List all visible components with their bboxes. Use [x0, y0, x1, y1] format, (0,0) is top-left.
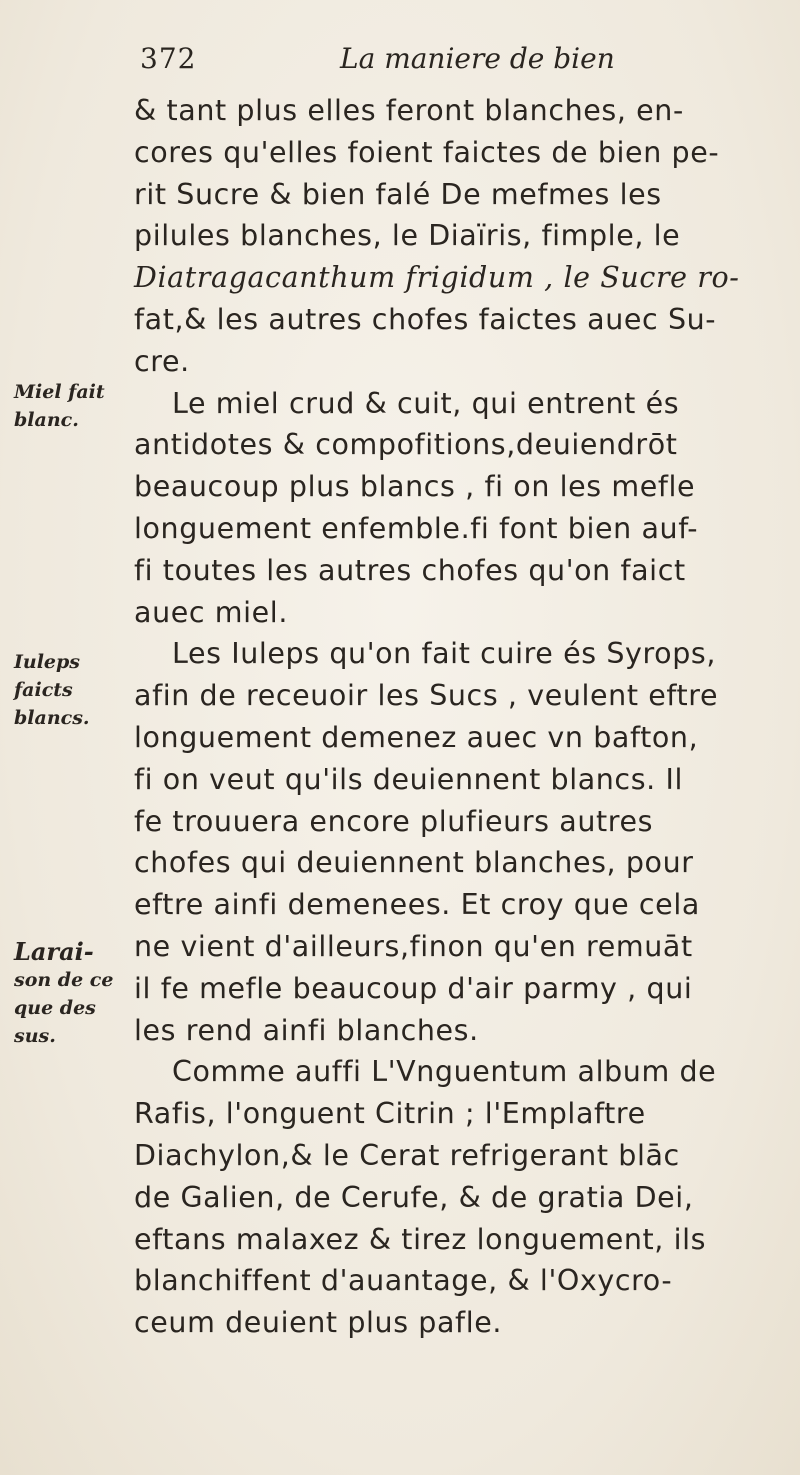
text-line: antidotes & compofitions,deuiendrōt: [134, 428, 678, 462]
text-line: fi on veut qu'ils deuiennent blancs. Il: [134, 762, 683, 796]
text-line: chofes qui deuiennent blanches, pour: [134, 846, 694, 880]
margin-note-line: faicts: [14, 679, 73, 701]
text-line: fi toutes les autres chofes qu'on faict: [134, 553, 686, 587]
margin-note-line: son de ce: [14, 969, 114, 991]
margin-note-juleps: [14, 648, 124, 732]
text-line: fe trouuera encore plufieurs autres: [134, 804, 654, 838]
text-line: ceum deuient plus pafle.: [134, 1306, 503, 1340]
text-line: longuement demenez auec vn bafton,: [134, 720, 699, 754]
text-line: longuement enfemble.fi font bien auf-: [134, 511, 699, 545]
margin-note-line: Iuleps: [14, 651, 80, 673]
text-line: auec miel.: [134, 595, 288, 629]
text-line: ne vient d'ailleurs,finon qu'en remuāt: [134, 929, 693, 963]
text-line: fat,& les autres chofes faictes auec Su-: [134, 302, 717, 336]
text-line: Diatragacanthum frigidum , le Sucre ro-: [134, 261, 740, 295]
margin-note-line: blanc.: [14, 409, 79, 431]
text-line: blanchiffent d'auantage, & l'Oxycro-: [134, 1264, 673, 1298]
text-line: & tant plus elles feront blanches, en-: [134, 94, 684, 127]
text-line: Les Iuleps qu'on fait cuire és Syrops,: [172, 637, 716, 671]
text-line: Diachylon,& le Cerat refrigerant blāc: [134, 1138, 680, 1172]
margin-note-line: Larai-: [14, 937, 94, 966]
text-line: cre.: [134, 344, 190, 378]
text-line: eftans malaxez & tirez longuement, ils: [134, 1222, 707, 1256]
text-line: rit Sucre & bien falé De mefmes les: [134, 177, 662, 211]
text-line: Rafis, l'onguent Citrin ; l'Emplaftre: [134, 1097, 646, 1131]
text-line: il fe mefle beaucoup d'air parmy , qui: [134, 971, 693, 1005]
text-line: cores qu'elles foient faictes de bien pe-: [134, 135, 720, 169]
text-line: les rend ainfi blanches.: [134, 1013, 479, 1047]
body-text: [134, 90, 774, 1344]
text-line: de Galien, de Cerufe, & de gratia Dei,: [134, 1180, 694, 1214]
margin-note-laraison: [14, 938, 124, 1050]
text-line: Le miel crud & cuit, qui entrent és: [172, 386, 680, 420]
text-line: beaucoup plus blancs , fi on les mefle: [134, 470, 696, 504]
text-line: pilules blanches, le Diaïris, fimple, le: [134, 219, 681, 253]
text-line: afin de receuoir les Sucs , veulent eftre: [134, 679, 719, 713]
page-number: 372: [140, 42, 197, 75]
margin-note-line: blancs.: [14, 707, 90, 729]
text-line: eftre ainfi demenees. Et croy que cela: [134, 888, 700, 922]
margin-note-miel: [14, 378, 124, 434]
text-line: Comme auffi L'Vnguentum album de: [172, 1055, 717, 1089]
margin-note-line: que des: [14, 997, 96, 1019]
page-header: [140, 42, 760, 82]
margin-note-line: Miel fait: [14, 381, 105, 403]
margin-note-line: sus.: [14, 1025, 56, 1047]
running-title: La maniere de bien: [340, 42, 615, 75]
